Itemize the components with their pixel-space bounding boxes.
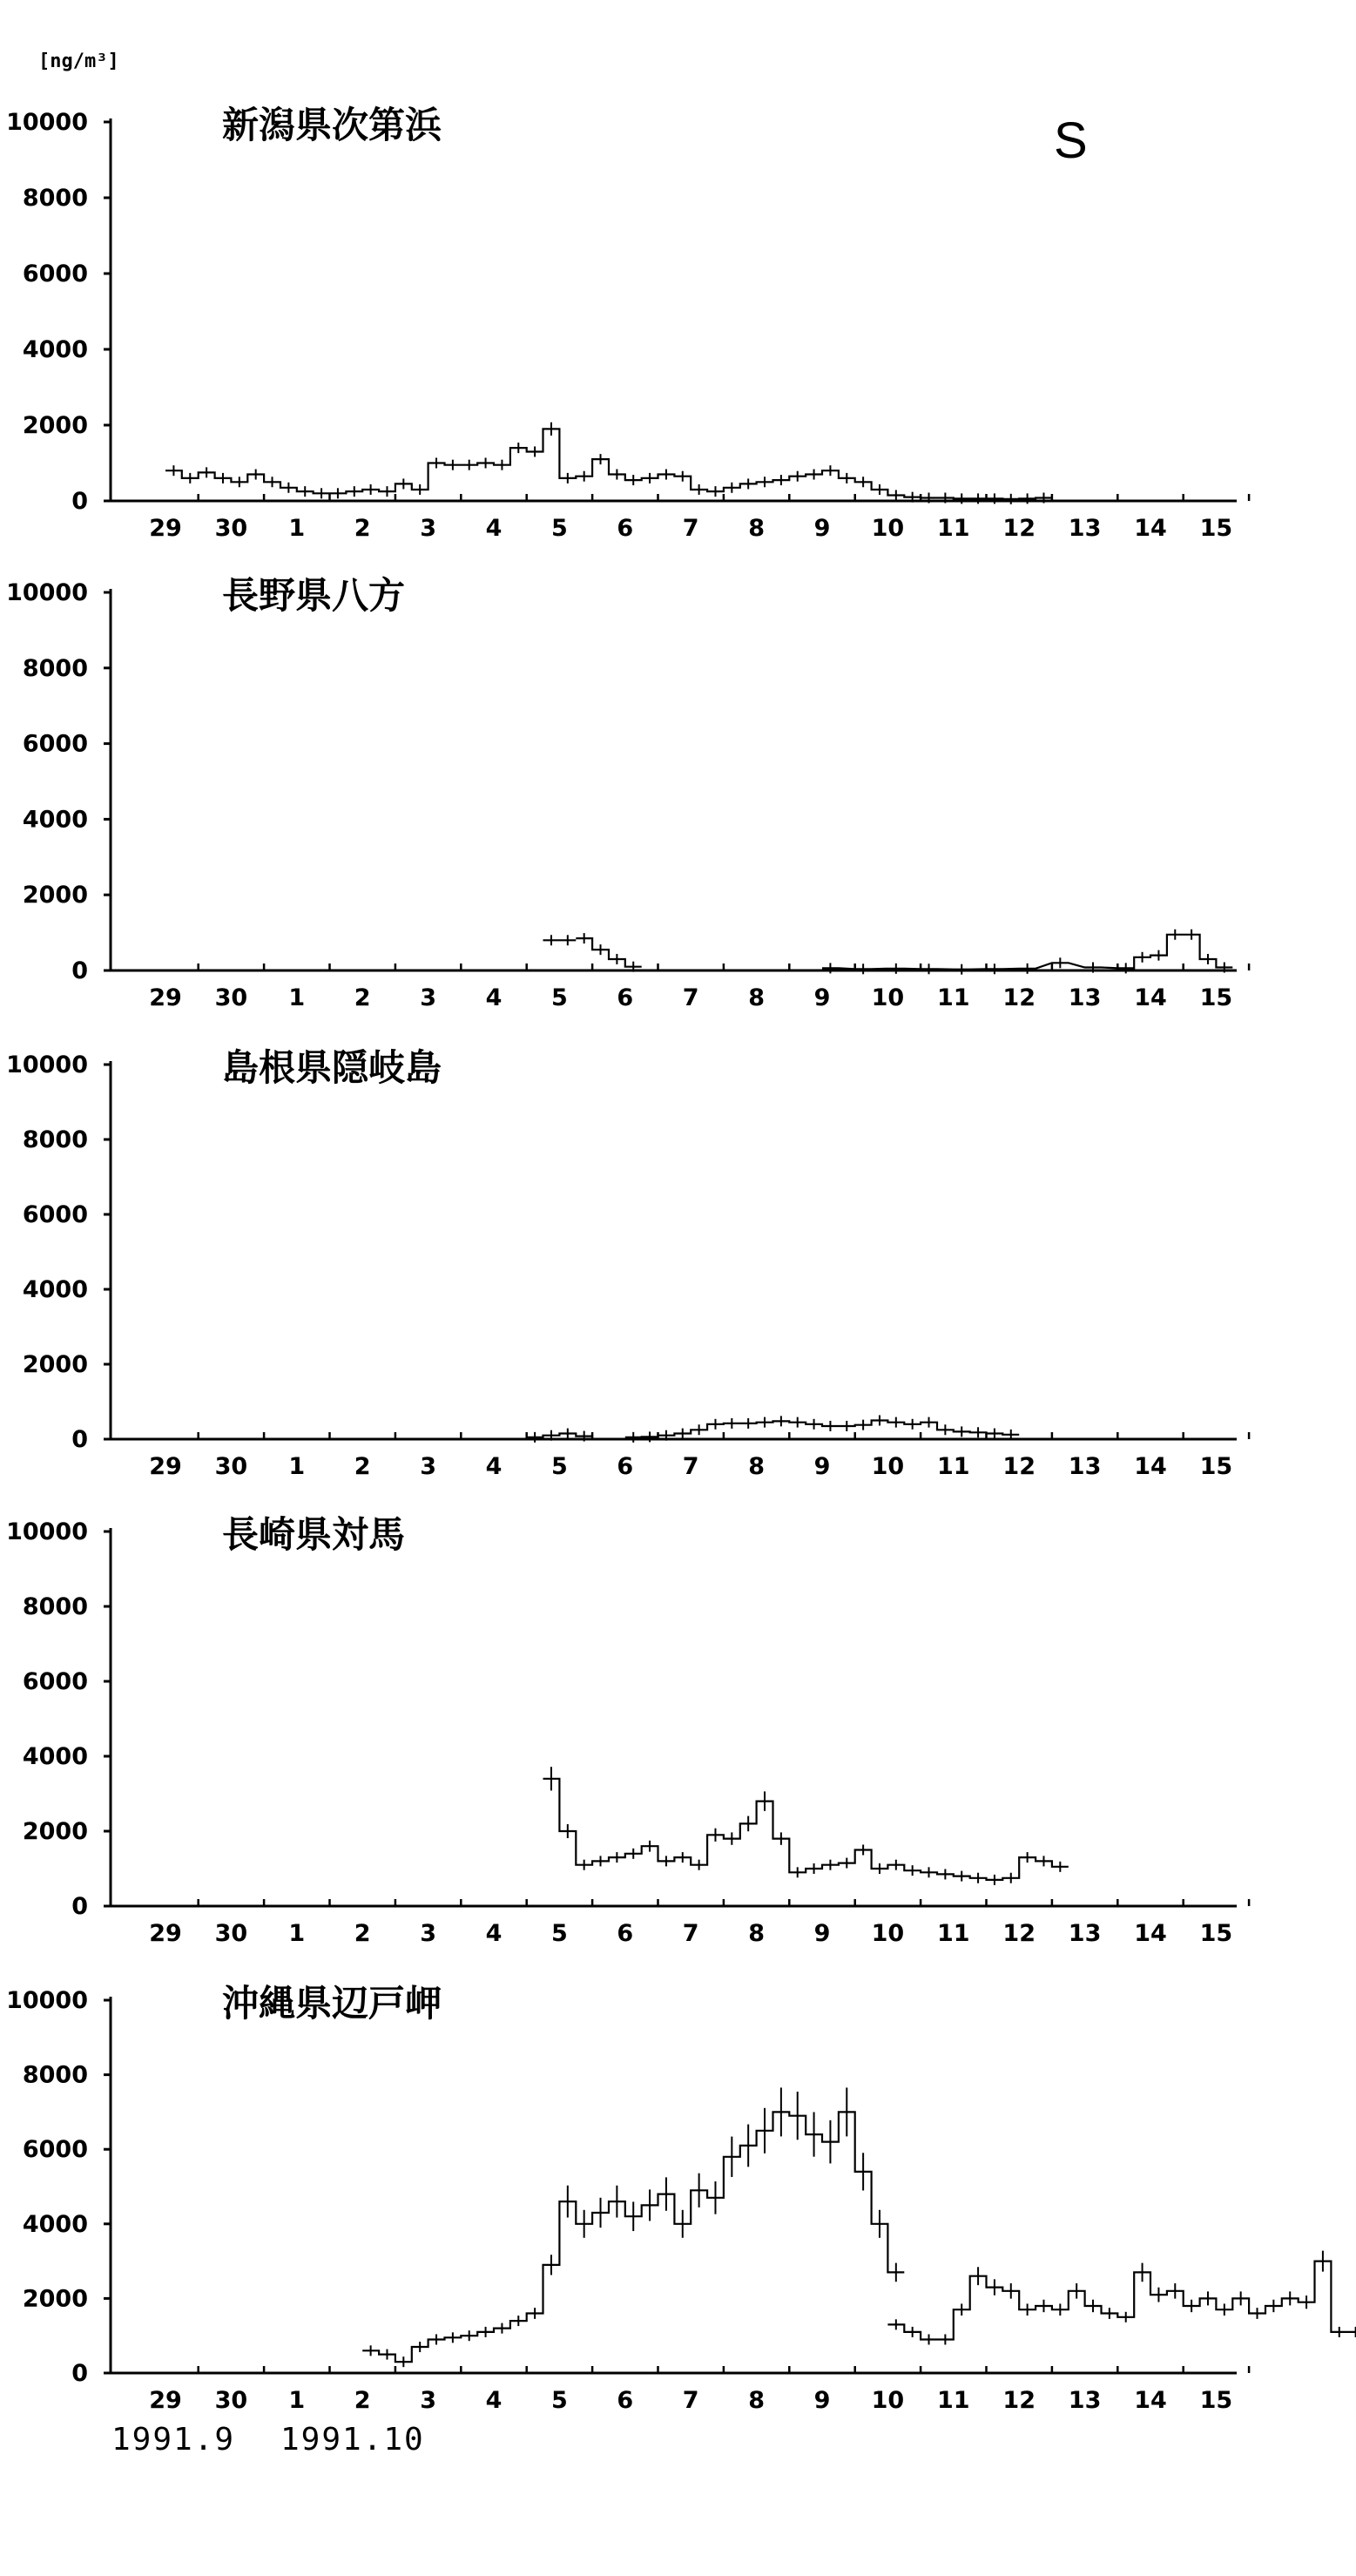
x-tick-label-3-11: 10 [871, 1920, 905, 1947]
y-tick-label-3-4: 8000 [22, 1593, 88, 1620]
y-tick-label-1-5: 10000 [6, 579, 88, 606]
series-line-1-1 [576, 938, 641, 967]
x-tick-label-1-8: 7 [682, 984, 699, 1011]
y-tick-label-4-0: 0 [71, 2360, 88, 2387]
y-tick-label-4-2: 4000 [22, 2210, 88, 2238]
x-tick-label-4-9: 8 [748, 2387, 765, 2414]
y-tick-label-4-1: 2000 [22, 2285, 88, 2313]
series-line-0-0 [165, 429, 1052, 498]
x-tick-label-0-15: 14 [1134, 515, 1167, 542]
x-tick-label-1-16: 15 [1199, 984, 1233, 1011]
x-tick-label-2-3: 2 [354, 1453, 371, 1480]
y-tick-label-2-3: 6000 [22, 1201, 88, 1228]
x-tick-label-0-12: 11 [937, 515, 970, 542]
x-tick-label-3-3: 2 [354, 1920, 371, 1947]
series-line-2-1 [625, 1421, 1019, 1437]
x-tick-label-4-7: 6 [617, 2387, 634, 2414]
x-tick-label-0-13: 12 [1002, 515, 1036, 542]
y-tick-label-4-4: 8000 [22, 2061, 88, 2089]
y-tick-label-2-1: 2000 [22, 1351, 88, 1378]
x-tick-label-1-6: 5 [551, 984, 568, 1011]
x-tick-label-1-5: 4 [485, 984, 503, 1011]
x-tick-label-1-15: 14 [1134, 984, 1167, 1011]
x-tick-label-1-7: 6 [617, 984, 634, 1011]
x-tick-label-4-1: 30 [214, 2387, 248, 2414]
x-tick-label-3-15: 14 [1134, 1920, 1167, 1947]
x-tick-label-2-16: 15 [1199, 1453, 1233, 1480]
x-tick-label-4-10: 9 [813, 2387, 831, 2414]
x-tick-label-4-5: 4 [485, 2387, 503, 2414]
x-tick-label-4-13: 12 [1002, 2387, 1036, 2414]
x-tick-label-4-16: 15 [1199, 2387, 1233, 2414]
y-tick-label-3-1: 2000 [22, 1818, 88, 1845]
x-tick-label-4-12: 11 [937, 2387, 970, 2414]
y-tick-label-4-3: 6000 [22, 2136, 88, 2164]
panel-title-0: 新潟県次第浜 [222, 104, 442, 146]
x-tick-label-1-13: 12 [1002, 984, 1036, 1011]
x-tick-label-1-14: 13 [1068, 984, 1102, 1011]
series-line-4-0 [362, 2112, 904, 2362]
x-tick-label-1-11: 10 [871, 984, 905, 1011]
x-tick-label-2-9: 8 [748, 1453, 765, 1480]
x-tick-label-2-6: 5 [551, 1453, 568, 1480]
y-tick-label-0-3: 6000 [22, 260, 88, 287]
x-tick-label-3-4: 3 [420, 1920, 436, 1947]
x-tick-label-0-1: 30 [214, 515, 248, 542]
y-tick-label-2-0: 0 [71, 1426, 88, 1453]
series-line-2-0 [527, 1434, 592, 1437]
x-tick-label-0-3: 2 [354, 515, 371, 542]
x-tick-label-0-6: 5 [551, 515, 568, 542]
y-tick-label-0-1: 2000 [22, 412, 88, 439]
x-tick-label-3-1: 30 [214, 1920, 248, 1947]
x-tick-label-4-0: 29 [149, 2387, 182, 2414]
x-tick-label-0-10: 9 [813, 515, 831, 542]
x-tick-label-3-0: 29 [149, 1920, 182, 1947]
y-tick-label-2-5: 10000 [6, 1051, 88, 1078]
y-tick-label-0-0: 0 [71, 488, 88, 515]
x-tick-label-0-0: 29 [149, 515, 182, 542]
x-tick-label-2-4: 3 [420, 1453, 436, 1480]
x-tick-label-1-3: 2 [354, 984, 371, 1011]
y-tick-label-0-5: 10000 [6, 109, 88, 136]
x-tick-label-1-10: 9 [813, 984, 831, 1011]
x-tick-label-3-16: 15 [1199, 1920, 1233, 1947]
panel-title-1: 長野県八方 [222, 574, 406, 617]
y-tick-label-3-2: 4000 [22, 1743, 88, 1770]
x-tick-label-4-4: 3 [420, 2387, 436, 2414]
x-tick-label-4-2: 1 [288, 2387, 306, 2414]
y-tick-label-4-5: 10000 [6, 1987, 88, 2014]
x-tick-label-2-1: 30 [214, 1453, 248, 1480]
y-tick-label-1-4: 8000 [22, 654, 88, 682]
x-tick-label-3-5: 4 [485, 1920, 503, 1947]
x-tick-label-1-9: 8 [748, 984, 765, 1011]
unit-label: [ng/m³] [38, 51, 119, 72]
x-tick-label-2-15: 14 [1134, 1453, 1167, 1480]
panel-title-4: 沖縄県辺戸岬 [222, 1982, 442, 2025]
x-tick-label-1-12: 11 [937, 984, 970, 1011]
panel-title-2: 島根県隠岐島 [222, 1046, 442, 1089]
x-tick-label-4-8: 7 [682, 2387, 699, 2414]
x-tick-label-2-10: 9 [813, 1453, 831, 1480]
x-tick-label-4-3: 2 [354, 2387, 371, 2414]
x-tick-label-2-12: 11 [937, 1453, 970, 1480]
x-tick-label-4-11: 10 [871, 2387, 905, 2414]
x-tick-label-2-5: 4 [485, 1453, 503, 1480]
y-tick-label-0-4: 8000 [22, 185, 88, 212]
y-tick-label-1-0: 0 [71, 957, 88, 984]
x-tick-label-0-4: 3 [420, 515, 436, 542]
x-tick-label-3-14: 13 [1068, 1920, 1102, 1947]
y-tick-label-2-2: 4000 [22, 1276, 88, 1303]
x-tick-label-1-1: 30 [214, 984, 248, 1011]
x-tick-label-0-8: 7 [682, 515, 699, 542]
x-tick-label-2-14: 13 [1068, 1453, 1102, 1480]
x-tick-label-4-15: 14 [1134, 2387, 1167, 2414]
x-tick-label-3-13: 12 [1002, 1920, 1036, 1947]
y-tick-label-1-3: 6000 [22, 730, 88, 758]
x-tick-label-4-14: 13 [1068, 2387, 1102, 2414]
x-tick-label-0-5: 4 [485, 515, 503, 542]
x-tick-label-3-12: 11 [937, 1920, 970, 1947]
x-tick-label-3-7: 6 [617, 1920, 634, 1947]
x-tick-label-3-2: 1 [288, 1920, 306, 1947]
x-tick-label-0-14: 13 [1068, 515, 1102, 542]
x-tick-label-4-6: 5 [551, 2387, 568, 2414]
x-tick-label-0-9: 8 [748, 515, 765, 542]
series-line-3-0 [543, 1779, 1069, 1880]
x-tick-label-2-7: 6 [617, 1453, 634, 1480]
date-label-october: 1991.10 [280, 2422, 425, 2458]
x-tick-label-0-7: 6 [617, 515, 634, 542]
x-tick-label-1-0: 29 [149, 984, 182, 1011]
x-tick-label-1-2: 1 [288, 984, 306, 1011]
element-label: S [1054, 112, 1088, 169]
x-tick-label-3-6: 5 [551, 1920, 568, 1947]
date-label-september: 1991.9 [111, 2422, 236, 2458]
x-tick-label-2-2: 1 [288, 1453, 306, 1480]
x-tick-label-3-10: 9 [813, 1920, 831, 1947]
x-tick-label-1-4: 3 [420, 984, 436, 1011]
x-tick-label-3-8: 7 [682, 1920, 699, 1947]
y-tick-label-1-1: 2000 [22, 882, 88, 909]
x-tick-label-2-8: 7 [682, 1453, 699, 1480]
x-tick-label-0-11: 10 [871, 515, 905, 542]
y-tick-label-0-2: 4000 [22, 336, 88, 363]
panel-title-3: 長崎県対馬 [222, 1513, 406, 1556]
y-tick-label-1-2: 4000 [22, 806, 88, 834]
y-tick-label-3-5: 10000 [6, 1518, 88, 1545]
x-tick-label-2-11: 10 [871, 1453, 905, 1480]
y-tick-label-3-0: 0 [71, 1893, 88, 1920]
y-tick-label-3-3: 6000 [22, 1668, 88, 1695]
series-line-4-1 [887, 2262, 1356, 2345]
y-tick-label-2-4: 8000 [22, 1126, 88, 1153]
x-tick-label-0-2: 1 [288, 515, 306, 542]
x-tick-label-0-16: 15 [1199, 515, 1233, 542]
x-tick-label-2-13: 12 [1002, 1453, 1036, 1480]
x-tick-label-3-9: 8 [748, 1920, 765, 1947]
x-tick-label-2-0: 29 [149, 1453, 182, 1480]
